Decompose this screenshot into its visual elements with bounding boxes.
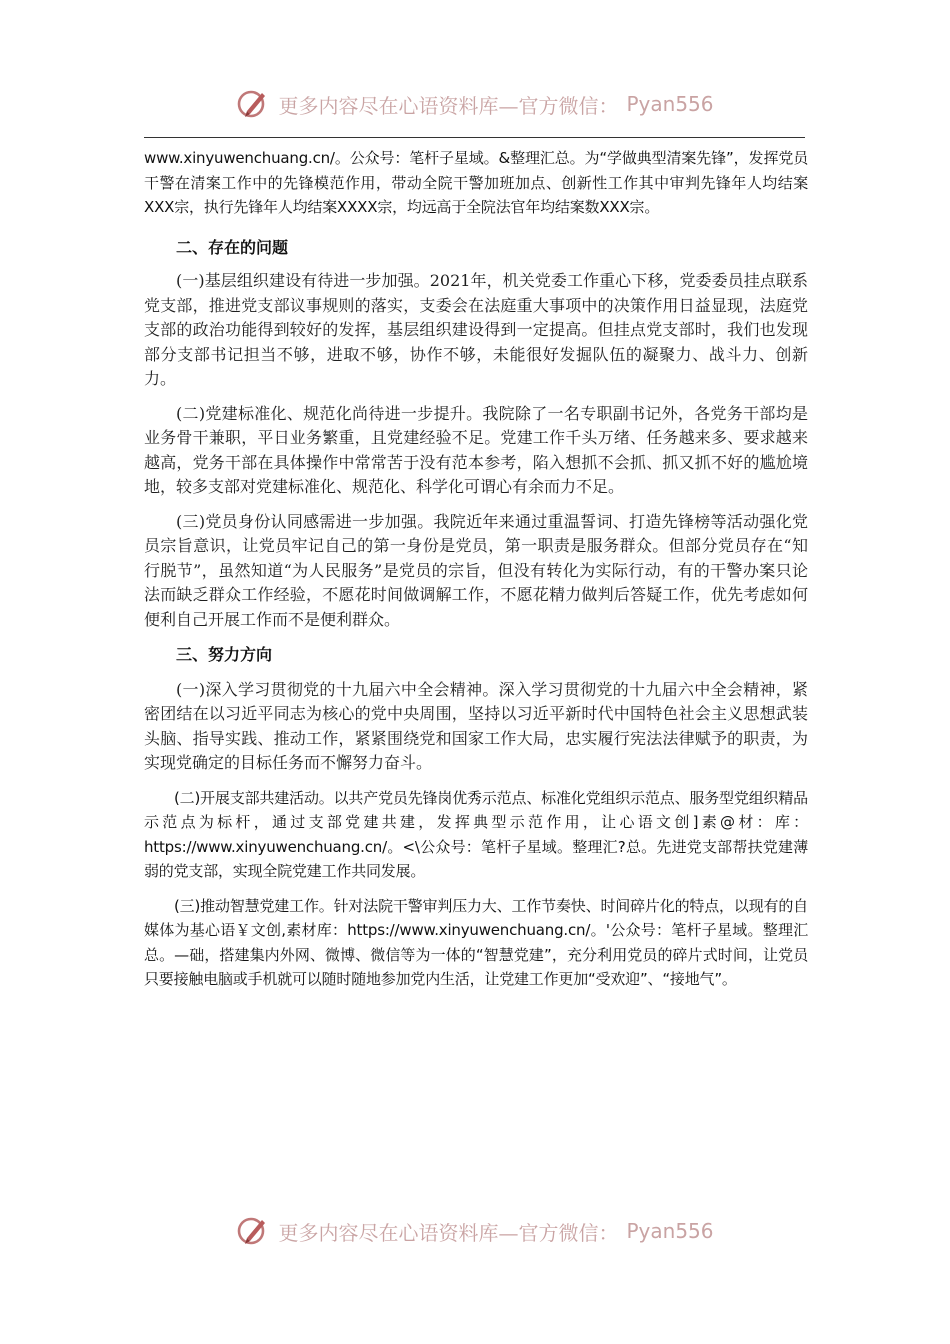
problem-paragraph-2: (二)党建标准化、规范化尚待进一步提升。我院除了一名专职副书记外，各党务干部均是业务骨干兼职，平日业务繁重，且党建经验不足。党建工作千头万绪、任务越来多、要求越来越高，党务干部在具体操作中常常苦于没有范本参考，陷入想抓不会抓、抓又抓不好的尴尬境地，较多支部对党建标准化、规范化、科学化可谓心有余而力不足。 <box>144 403 808 496</box>
banner-wechat-id: Pyan556 <box>626 1219 714 1243</box>
header-divider <box>144 137 805 138</box>
pen-in-circle-logo-icon <box>236 1214 270 1248</box>
pen-in-circle-logo-icon <box>236 87 270 121</box>
section-heading-problems: 二、存在的问题 <box>176 237 289 257</box>
section-heading-direction: 三、努力方向 <box>176 645 273 664</box>
banner-text: 更多内容尽在心语资料库—官方微信： <box>278 93 619 118</box>
direction-paragraph-3: (三)推动智慧党建工作。针对法院干警审判压力大、工作节奏快、时间碎片化的特点，以现有的自媒体为基心语￥文创,素材库：https://www.xinyuwenchuang.cn/。'公众号：笔杆子星域。整理汇总。—础，搭建集内外网、微博、微信等为一体的“智慧党建”，充分利用党员的碎片式时间，让党员只要接触电脑或手机就可以随时随地参加党内生活，让党建工作更加“受欢迎”、“接地气”。 <box>144 896 808 988</box>
bottom-banner <box>0 1211 950 1251</box>
problem-paragraph-1: (一)基层组织建设有待进一步加强。2021年，机关党委工作重心下移，党委委员挂点联系党支部，推进党支部议事规则的落实，支委会在法庭重大事项中的决策作用日益显现，法庭党支部的政治功能得到较好的发挥，基层组织建设得到一定提高。但挂点党支部时，我们也发现部分支部书记担当不够，进取不够，协作不够，未能很好发掘队伍的凝聚力、战斗力、创新力。 <box>144 271 808 388</box>
intro-paragraph: www.xinyuwenchuang.cn/。公众号：笔杆子星域。&整理汇总。为“学做典型清案先锋”，发挥党员干警在清案工作中的先锋模范作用，带动全院干警加班加点、创新性工作其中审判先锋年人均结案XXX宗，执行先锋年人均结案XXXX宗，均远高于全院法官年均结案数XXX宗。 <box>144 149 808 216</box>
banner-wechat-id: Pyan556 <box>626 92 714 116</box>
document-body <box>144 146 808 992</box>
direction-paragraph-2: (二)开展支部共建活动。以共产党员先锋岗优秀示范点、标准化党组织示范点、服务型党组织精品示范点为标杆，通过支部党建共建，发挥典型示范作用，让心语文创]素@材：库：https://www.xinyuwenchuang.cn/。<\公众号：笔杆子星域。整理汇?总。先进党支部帮扶党建薄弱的党支部，实现全院党建工作共同发展。 <box>144 788 808 880</box>
top-banner <box>0 84 950 124</box>
banner-text: 更多内容尽在心语资料库—官方微信： <box>278 1220 619 1245</box>
direction-paragraph-1: (一)深入学习贯彻党的十九届六中全会精神。深入学习贯彻党的十九届六中全会精神，紧密团结在以习近平同志为核心的党中央周围，坚持以习近平新时代中国特色社会主义思想武装头脑、指导实践、推动工作，紧紧围绕党和国家工作大局，忠实履行宪法法律赋予的职责，为实现党确定的目标任务而不懈努力奋斗。 <box>144 679 808 772</box>
problem-paragraph-3: (三)党员身份认同感需进一步加强。我院近年来通过重温誓词、打造先锋榜等活动强化党员宗旨意识，让党员牢记自己的第一身份是党员，第一职责是服务群众。但部分党员存在“知行脱节”，虽然知道“为人民服务”是党员的宗旨，但没有转化为实际行动，有的干警办案只论法而缺乏群众工作经验，不愿花时间做调解工作，不愿花精力做判后答疑工作，优先考虑如何便利自己开展工作而不是便利群众。 <box>144 511 808 629</box>
